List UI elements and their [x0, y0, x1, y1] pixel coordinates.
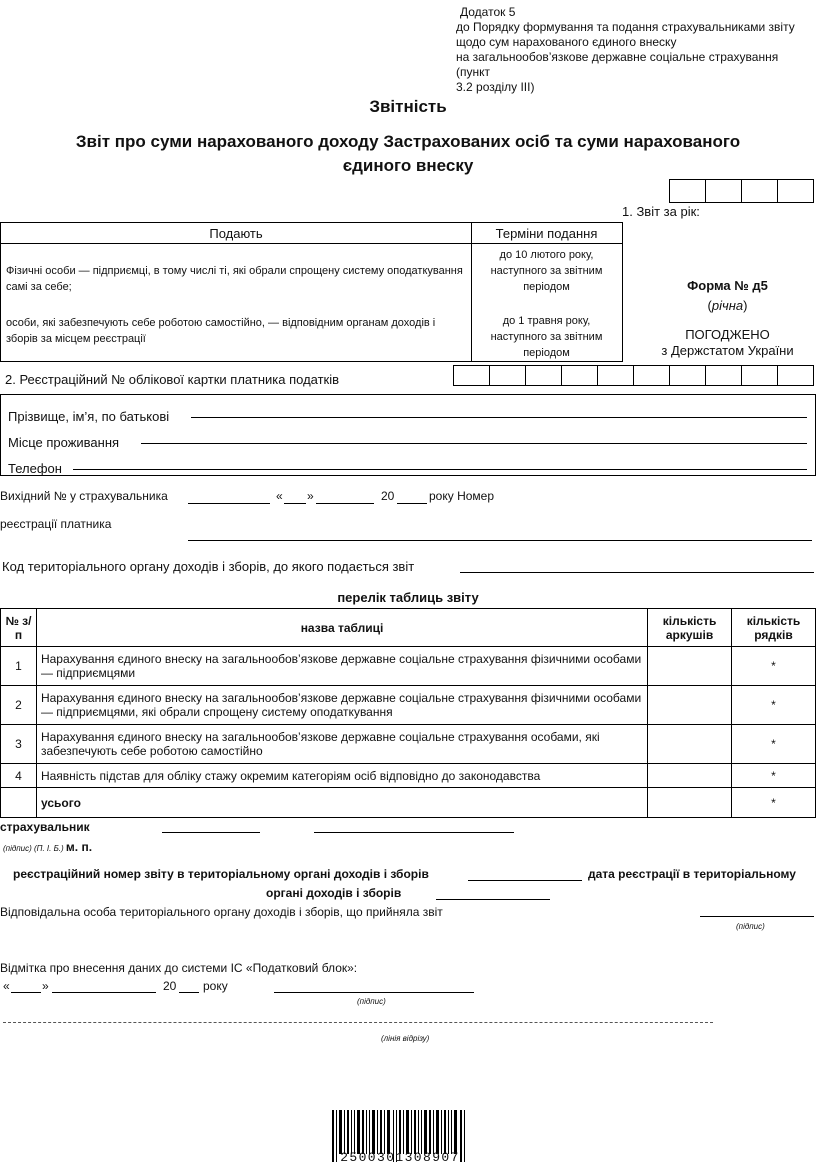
- row-name: Нарахування єдиного внеску на загальнообов’язкове державне соціальне страхування фізичними особами — підприємцями, які обрали спрощену систему оподаткування: [36, 686, 647, 725]
- tax-day-field[interactable]: [11, 992, 41, 993]
- reg-date-label2: органі доходів і зборів: [266, 886, 402, 900]
- tax-year-field[interactable]: [179, 992, 199, 993]
- year-cells[interactable]: [670, 179, 814, 203]
- row-sheets[interactable]: [648, 686, 732, 725]
- total-num: [1, 788, 37, 818]
- row-rows: *: [732, 764, 816, 788]
- submit-row1-when: до 10 лютого року, наступного за звітним періодом: [490, 249, 603, 293]
- cut-line: [3, 1022, 713, 1023]
- phone-label: Телефон: [8, 461, 62, 476]
- total-label: усього: [36, 788, 647, 818]
- outgoing-quote-open: «: [276, 489, 283, 503]
- submit-table: [0, 222, 623, 362]
- reg-date-field[interactable]: [436, 899, 550, 900]
- outgoing-quote-close: »: [307, 489, 314, 503]
- submit-col-who: Подають: [209, 226, 263, 241]
- outgoing-line2: реєстрації платника: [0, 517, 112, 531]
- reg-cell[interactable]: [669, 365, 706, 386]
- reg-date-label: дата реєстрації в територіальному: [588, 867, 796, 881]
- outgoing-day-field[interactable]: [284, 503, 306, 504]
- appendix-block: [456, 5, 796, 95]
- row-num: 3: [1, 725, 37, 764]
- outgoing-suffix: року Номер: [429, 489, 495, 503]
- territory-code-field[interactable]: [460, 572, 814, 573]
- reg-cell[interactable]: [489, 365, 526, 386]
- appendix-line: щодо сум нарахованого єдиного внеску: [456, 35, 677, 49]
- table-row: [1, 647, 816, 686]
- total-rows: *: [732, 788, 816, 818]
- reg-number-field[interactable]: [468, 880, 582, 881]
- year-cell[interactable]: [777, 179, 814, 203]
- outgoing-year-field[interactable]: [397, 503, 427, 504]
- tax-sign-field[interactable]: [274, 992, 474, 993]
- doc-title: [0, 130, 816, 178]
- year-cell[interactable]: [705, 179, 742, 203]
- row-rows: *: [732, 647, 816, 686]
- tables-list-title: перелік таблиць звіту: [337, 590, 479, 605]
- outgoing-month-field[interactable]: [316, 503, 374, 504]
- table-total-row: [1, 788, 816, 818]
- reg-cells[interactable]: [454, 365, 814, 386]
- responsible-sign-field[interactable]: [700, 916, 814, 917]
- form-name: Форма № д5: [687, 278, 768, 293]
- submit-row2-when: до 1 травня року, наступного за звітним періодом: [490, 315, 603, 359]
- form-agreed-by: з Держстатом України: [661, 343, 794, 358]
- row-sheets[interactable]: [648, 725, 732, 764]
- year-cell[interactable]: [741, 179, 778, 203]
- submit-col-when: Терміни подання: [495, 226, 598, 241]
- tax-quote-open: «: [3, 979, 10, 993]
- doc-heading: Звітність: [369, 97, 447, 116]
- tax-sign-hint: (підпис): [357, 997, 386, 1006]
- col-sheets-header: кількість аркушів: [648, 609, 732, 647]
- header-divider: [1, 243, 622, 244]
- reg-cell[interactable]: [705, 365, 742, 386]
- tables-list: [0, 608, 816, 818]
- year-cell[interactable]: [669, 179, 706, 203]
- name-field[interactable]: [191, 417, 807, 418]
- row-rows: *: [732, 686, 816, 725]
- tax-year-prefix: 20: [163, 979, 177, 993]
- table-row: [1, 725, 816, 764]
- insurer-sign-hint: (підпис) (П. І. Б.) м. п.: [3, 840, 93, 854]
- row-name: Нарахування єдиного внеску на загальнообов’язкове державне соціальне страхування особами, які забезпечують себе роботою самостійно: [36, 725, 647, 764]
- reg-cell[interactable]: [741, 365, 778, 386]
- appendix-title: Додаток 5: [460, 5, 516, 19]
- stamp-mark: м. п.: [65, 840, 93, 854]
- reg-cell[interactable]: [777, 365, 814, 386]
- form-info: [640, 278, 815, 359]
- registration-number-field[interactable]: [188, 540, 812, 541]
- row-name: Наявність підстав для обліку стажу окремим категоріям осіб відповідно до законодавства: [36, 764, 647, 788]
- doc-title-line2: єдиного внеску: [342, 156, 474, 175]
- insurer-label: страхувальник: [0, 820, 90, 834]
- row-name: Нарахування єдиного внеску на загальнообов’язкове державне соціальне страхування фізичними особами — підприємцями: [36, 647, 647, 686]
- outgoing-label: Вихідний № у страхувальника: [0, 489, 168, 503]
- reg-cell[interactable]: [597, 365, 634, 386]
- insurer-name-field[interactable]: [314, 832, 514, 833]
- barcode-number: 2500301308907: [340, 1150, 460, 1165]
- reg-label: 2. Реєстраційний № облікової картки платника податків: [5, 372, 340, 387]
- form-agreed: ПОГОДЖЕНО: [685, 327, 770, 342]
- responsible-sign-hint: (підпис): [736, 922, 765, 931]
- phone-field[interactable]: [73, 469, 807, 470]
- year-label: 1. Звіт за рік:: [622, 204, 700, 219]
- reg-cell[interactable]: [525, 365, 562, 386]
- address-field[interactable]: [141, 443, 807, 444]
- col-name-header: назва таблиці: [36, 609, 647, 647]
- row-num: 2: [1, 686, 37, 725]
- row-sheets[interactable]: [648, 764, 732, 788]
- barcode: [324, 1110, 476, 1165]
- responsible-label: Відповідальна особа територіального органу доходів і зборів, що прийняла звіт: [0, 905, 443, 919]
- appendix-line: до Порядку формування та подання страхувальниками звіту: [456, 20, 795, 34]
- reg-cell[interactable]: [561, 365, 598, 386]
- form-type: (річна): [707, 298, 748, 313]
- tax-quote-close: »: [42, 979, 49, 993]
- doc-title-line1: Звіт про суми нарахованого доходу Застрахованих осіб та суми нарахованого: [75, 132, 741, 151]
- reg-cell[interactable]: [453, 365, 490, 386]
- table-row: [1, 686, 816, 725]
- reg-cell[interactable]: [633, 365, 670, 386]
- tax-month-field[interactable]: [52, 992, 156, 993]
- col-rows-header: кількість рядків: [732, 609, 816, 647]
- row-num: 4: [1, 764, 37, 788]
- reg-number-label: реєстраційний номер звіту в територіальному органі доходів і зборів: [13, 867, 429, 881]
- submit-row2-who: особи, які забезпечують себе роботою самостійно, — відповідним органам доходів і зборів за місцем реєстрації: [6, 317, 436, 345]
- person-box: [0, 394, 816, 476]
- cut-line-label: (лінія відрізу): [381, 1034, 430, 1043]
- insurer-sign-field[interactable]: [162, 832, 260, 833]
- outgoing-year-prefix: 20: [381, 489, 395, 503]
- outgoing-number-field[interactable]: [188, 503, 270, 504]
- table-row: [1, 764, 816, 788]
- name-label: Прізвище, ім’я, по батькові: [8, 409, 170, 424]
- tax-year-suffix: року: [203, 979, 228, 993]
- submit-row1-who: Фізичні особи — підприємці, в тому числі ті, які обрали спрощену систему оподаткування самі за себе;: [6, 265, 463, 293]
- row-num: 1: [1, 647, 37, 686]
- appendix-line: на загальнообов’язкове державне соціальне страхування (пункт: [456, 50, 779, 79]
- col-num-header: № з/п: [1, 609, 37, 647]
- row-rows: *: [732, 725, 816, 764]
- tax-block-label: Відмітка про внесення даних до системи ІС «Податковий блок»:: [0, 961, 358, 975]
- row-sheets[interactable]: [648, 647, 732, 686]
- territory-label: Код територіального органу доходів і зборів, до якого подається звіт: [2, 559, 415, 574]
- address-label: Місце проживання: [8, 435, 120, 450]
- appendix-line: 3.2 розділу ІІІ): [456, 80, 535, 94]
- total-sheets[interactable]: [648, 788, 732, 818]
